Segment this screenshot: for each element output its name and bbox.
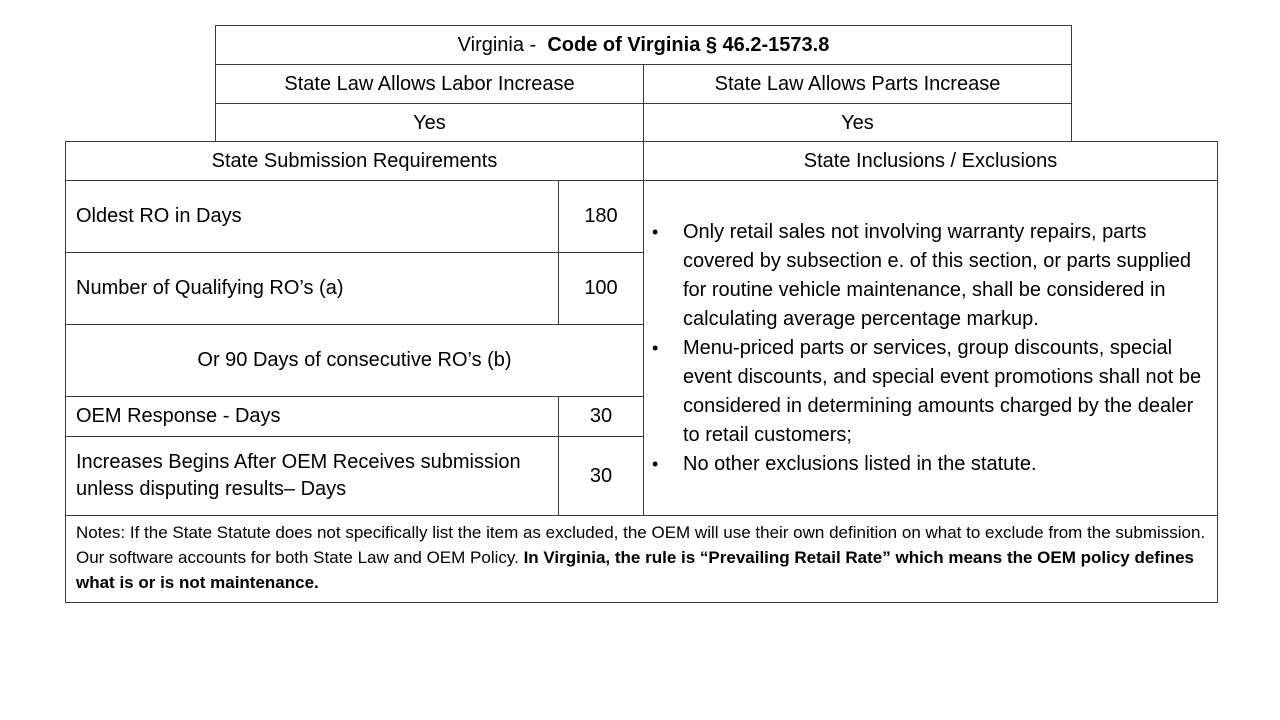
oldest-ro-value-cell [558, 180, 644, 253]
requirements-heading: State Submission Requirements [211, 149, 498, 172]
labor-increase-label: State Law Allows Labor Increase [284, 72, 575, 95]
labor-increase-header [215, 64, 644, 104]
parts-increase-label: State Law Allows Parts Increase [714, 72, 1001, 95]
alternative-text: Or 90 Days of consecutive RO’s (b) [197, 349, 512, 371]
parts-increase-header [643, 64, 1072, 104]
inclusions-heading-cell [643, 141, 1218, 181]
inclusion-item: • Menu-priced parts or services, group discounts, special event discounts, and special event promotions shall not be considered in determining amounts charged by the dealer to retail customers; [644, 334, 1204, 450]
oldest-ro-value: 180 [584, 205, 618, 227]
parts-increase-value: Yes [841, 111, 874, 134]
title-cell [215, 25, 1072, 65]
code-reference: Code of Virginia § 46.2-1573.8 [547, 33, 830, 56]
oem-response-value: 30 [589, 405, 613, 427]
qualifying-ro-label-cell [65, 252, 559, 325]
inclusions-list [644, 218, 1212, 479]
notes-cell [65, 515, 1218, 603]
parts-increase-cell [643, 103, 1072, 143]
qualifying-ro-value: 100 [584, 277, 618, 299]
alternative-cell [65, 324, 644, 397]
increase-value-cell [558, 436, 644, 516]
qualifying-ro-label: Number of Qualifying RO’s (a) [76, 277, 344, 299]
increase-value: 30 [589, 464, 613, 487]
qualifying-ro-value-cell [558, 252, 644, 325]
increase-label: Increases Begins After OEM Receives submission unless disputing results– Days [76, 451, 521, 500]
labor-increase-cell [215, 103, 644, 143]
oldest-ro-label: Oldest RO in Days [76, 205, 242, 227]
notes-text: Notes: If the State Statute does not specifically list the item as excluded, the OEM will use their own definition on what to exclude from the submission. Our software accounts for both State Law and OEM Policy. [76, 523, 1206, 567]
state-prefix: Virginia - [457, 33, 542, 56]
oem-response-label-cell [65, 396, 559, 437]
inclusion-item: • No other exclusions listed in the statute. [644, 450, 1204, 479]
labor-increase-value: Yes [413, 111, 446, 134]
oldest-ro-label-cell [65, 180, 559, 253]
oem-response-label: OEM Response - Days [76, 405, 281, 427]
requirements-heading-cell [65, 141, 644, 181]
inclusion-item: • Only retail sales not involving warranty repairs, parts covered by subsection e. of this section, or parts supplied for routine vehicle maintenance, shall be considered in calculating average percentage markup. [644, 218, 1204, 334]
inclusions-heading: State Inclusions / Exclusions [803, 149, 1058, 172]
inclusions-cell [643, 180, 1218, 516]
oem-response-value-cell [558, 396, 644, 437]
notes-bold-text: In Virginia, the rule is “Prevailing Retail Rate” which means the OEM policy defines what is or is not maintenance. [76, 548, 1194, 592]
increase-label-cell [65, 436, 559, 516]
